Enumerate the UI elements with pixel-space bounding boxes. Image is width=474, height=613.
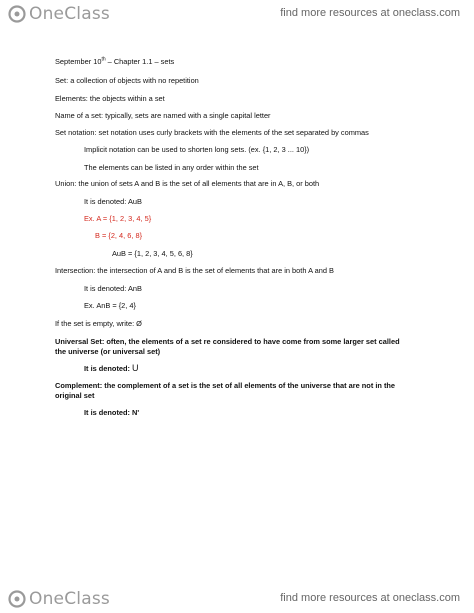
- any-order-note: The elements can be listed in any order within the set: [84, 163, 259, 172]
- logo-text: OneClass: [29, 4, 110, 24]
- title-date-suffix: th: [101, 56, 106, 63]
- set-notation-definition: Set notation: set notation uses curly brackets with the elements of the set separated by commas: [55, 128, 369, 137]
- footer-brand-bar: [0, 587, 474, 611]
- empty-set-note: If the set is empty, write: Ø: [55, 319, 142, 328]
- tagline-link-footer[interactable]: find more resources at oneclass.com: [280, 592, 460, 604]
- union-definition: Union: the union of sets A and B is the set of all elements that are in A, B, or both: [55, 179, 320, 188]
- set-name-definition: Name of a set: typically, sets are named with a single capital letter: [55, 111, 271, 120]
- notes-title: [55, 57, 174, 66]
- complement-notation: It is denoted: N': [84, 408, 140, 417]
- intersection-example: Ex. AnB = {2, 4}: [84, 301, 136, 310]
- tagline-link[interactable]: find more resources at oneclass.com: [280, 7, 460, 19]
- universal-set-definition-line2: the universe (or universal set): [55, 347, 161, 356]
- universal-set-definition-line1: Universal Set: often, the elements of a set re considered to have come from some larger set called: [55, 337, 400, 346]
- set-definition: Set: a collection of objects with no repetition: [55, 76, 199, 85]
- intersection-definition: Intersection: the intersection of A and B is the set of elements that are in both A and B: [55, 266, 334, 275]
- union-example-result: AuB = {1, 2, 3, 4, 5, 6, 8}: [112, 249, 193, 258]
- intersection-notation: It is denoted: AnB: [84, 284, 142, 293]
- oneclass-logo-footer-icon: [8, 590, 26, 608]
- complement-definition-line1: Complement: the complement of a set is the set of all elements of the universe that are not in the: [55, 381, 396, 390]
- union-notation: It is denoted: AuB: [84, 197, 142, 206]
- universal-set-notation: [84, 364, 139, 373]
- title-date: September 10: [55, 57, 102, 66]
- union-example-b: B = {2, 4, 6, 8}: [95, 231, 143, 240]
- oneclass-logo-footer[interactable]: [8, 589, 110, 609]
- logo-text-footer: OneClass: [29, 589, 110, 609]
- union-example-a: Ex. A = {1, 2, 3, 4, 5}: [84, 214, 152, 223]
- elements-definition: Elements: the objects within a set: [55, 94, 165, 103]
- title-rest: – Chapter 1.1 – sets: [105, 57, 175, 66]
- implicit-notation-note: Implicit notation can be used to shorten long sets. (ex. {1, 2, 3 ... 10}): [84, 145, 310, 154]
- universal-notation-label: It is denoted:: [84, 364, 133, 373]
- complement-definition-line2: original set: [55, 391, 95, 400]
- universal-symbol: U: [132, 363, 139, 373]
